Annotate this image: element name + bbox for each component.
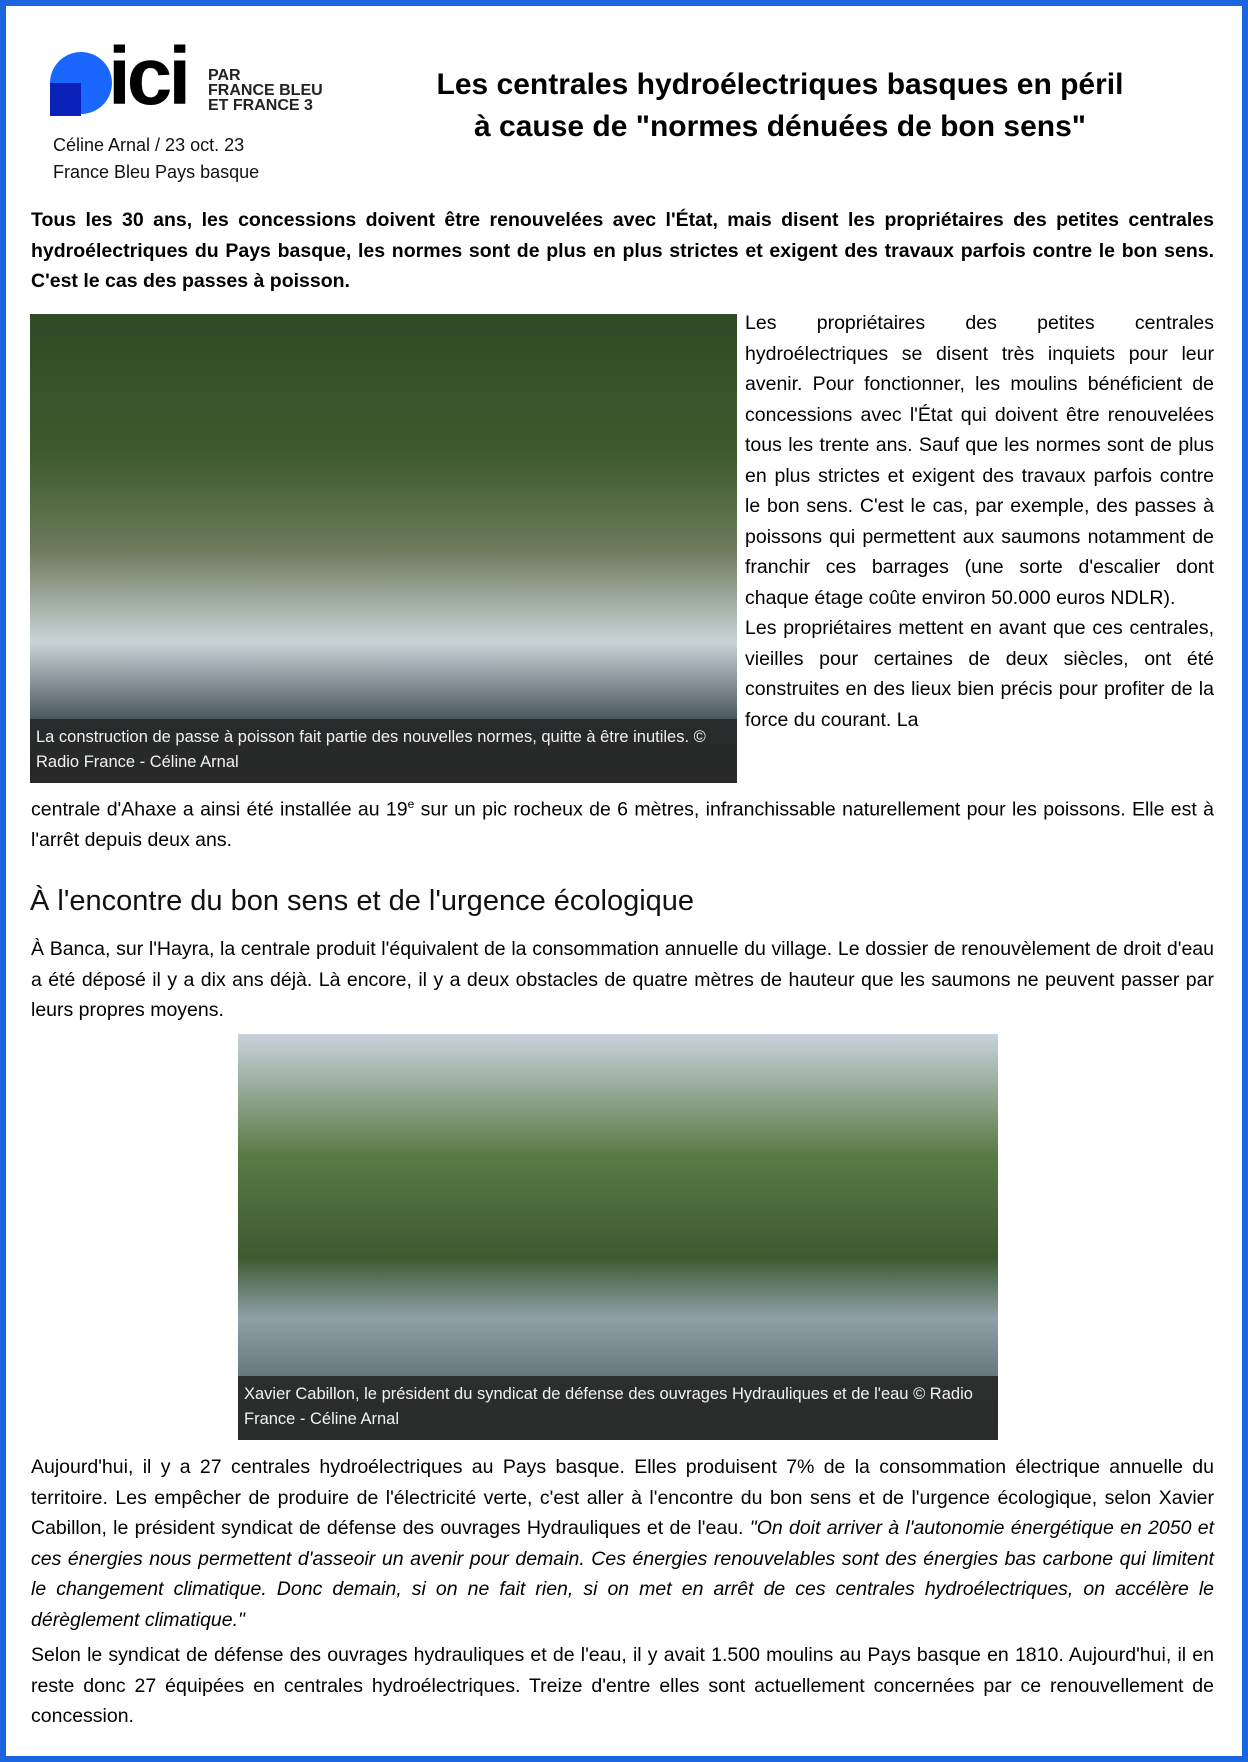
paragraph-text: Les propriétaires des petites centrales hydroélectriques se disent très inquiets pour leur avenir. Pour fonctionner, les moulins bénéficient de concessions avec l'État qui doivent être renouvelées tous les trente ans. Sauf que les normes sont de plus en plus strictes et exigent des travaux parfois contre le bon sens. C'est le cas, par exemple, des passes à poissons qui permettent aux saumons notamment de franchir ces barrages (une sorte d'escalier dont chaque étage coûte environ 50.000 euros NDLR).	[745, 312, 1214, 609]
logo-sub-line: ET FRANCE 3	[208, 97, 313, 114]
logo-sub-line: FRANCE BLEU	[208, 82, 323, 99]
quote: "On doit arriver à l'autonomie énergétique en 2050 et ces énergies nous permettent d'asseoir un avenir pour demain. Ces énergies renouvelables sont des énergies bas carbone qui limitent le changement climatique. Donc demain, si on ne fait rien, si on met en arrêt de ces centrales hydroélectriques, on accélère le dérèglement climatique."	[31, 1517, 1214, 1631]
photo-caption: La construction de passe à poisson fait partie des nouvelles normes, quitte à être inutiles. © Radio France - Céline Arnal	[30, 719, 737, 783]
section-heading: À l'encontre du bon sens et de l'urgence écologique	[30, 885, 695, 917]
paragraph: À Banca, sur l'Hayra, la centrale produit l'équivalent de la consommation annuelle du village. Le dossier de renouvèlement de droit d'eau a été déposé il y a dix ans déjà. Là encore, il y a deux obstacles de quatre mètres de hauteur que les saumons ne peuvent passer par leurs propres moyens.	[31, 938, 1214, 1021]
logo-text: ici	[108, 31, 188, 122]
president-photo	[238, 1034, 998, 1440]
paragraph	[745, 308, 1214, 735]
byline	[53, 132, 259, 186]
logo-subtitle	[208, 68, 323, 113]
superscript: e	[407, 797, 415, 811]
logo-sub-line: PAR	[208, 67, 241, 84]
waterfall-photo	[30, 314, 737, 783]
paragraph-text: sur un pic rocheux de 6 mètres, infranchissable naturellement pour les poissons. Elle est à l'arrêt depuis deux ans.	[31, 798, 1215, 851]
ici-logo	[50, 31, 340, 122]
title-line: à cause de "normes dénuées de bon sens"	[474, 110, 1086, 143]
paragraph-text: centrale d'Ahaxe a ainsi été installée au 19	[31, 798, 408, 821]
photo-caption: Xavier Cabillon, le président du syndicat de défense des ouvrages Hydrauliques et de l'eau © Radio France - Céline Arnal	[238, 1376, 998, 1440]
title-line: Les centrales hydroélectriques basques en péril	[436, 68, 1124, 101]
article-intro: Tous les 30 ans, les concessions doivent être renouvelées avec l'État, mais disent les propriétaires des petites centrales hydroélectriques du Pays basque, les normes sont de plus en plus strictes et exigent des travaux parfois contre le bon sens. C'est le cas des passes à poisson.	[31, 209, 1214, 292]
logo-square-icon	[50, 83, 81, 116]
source: France Bleu Pays basque	[53, 162, 260, 182]
paragraph	[31, 789, 1214, 856]
author-date: Céline Arnal / 23 oct. 23	[53, 135, 245, 155]
paragraph: Selon le syndicat de défense des ouvrages hydrauliques et de l'eau, il y avait 1.500 moulins au Pays basque en 1810. Aujourd'hui, il en reste donc 27 équipées en centrales hydroélectriques. Treize d'entre elles sont actuellement concernées par ce renouvellement de concession.	[31, 1644, 1214, 1727]
paragraph-text: Les propriétaires mettent en avant que ces centrales, vieilles pour certaines de deux siècles, ont été construites en des lieux bien précis pour profiter de la force du courant. La	[745, 617, 1214, 731]
article-title	[380, 64, 1180, 148]
paragraph	[31, 1452, 1214, 1635]
paragraph-text: Aujourd'hui, il y a 27 centrales hydroélectriques au Pays basque. Elles produisent 7% de la consommation électrique annuelle du territoire. Les empêcher de produire de l'électricité verte, c'est aller à l'encontre du bon sens et de l'urgence écologique, selon Xavier Cabillon, le président syndicat de défense des ouvrages Hydrauliques et de l'eau.	[31, 1456, 1214, 1539]
